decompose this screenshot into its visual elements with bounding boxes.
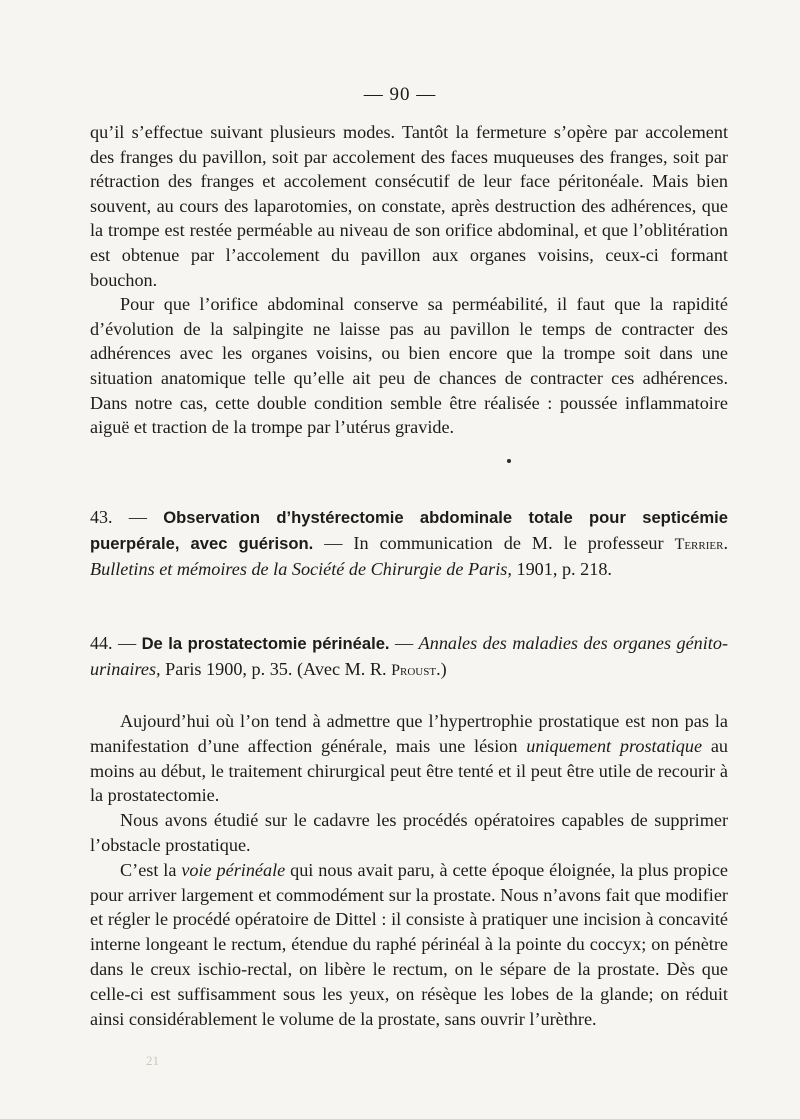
paragraph-cadaver: Nous avons étudié sur le cadavre les procédés opératoires capables de supprimer l’obstacle prostatique. bbox=[90, 810, 728, 855]
emphasis-voie-perineale: voie périnéale bbox=[181, 859, 286, 880]
paragraph-continuation: qu’il s’effectue suivant plusieurs modes. Tantôt la fermeture s’opère par accolement des franges du pavillon, soit par accolement des faces muqueuses des franges, soit par rétraction des franges et accolement consécutif de leur face péritonéale. Mais bien souvent, au cours des laparotomies, on constate, après destruction des adhérences, que la trompe est restée perméable au niveau de son orifice abdominal, et que l’oblitération est obtenue par l’accolement du pavillon aux organes voisins, ceux-ci formant bouchon. bbox=[90, 122, 728, 290]
entry-author: Terrier bbox=[674, 535, 724, 553]
entry-author-period: . bbox=[723, 532, 728, 553]
entry-number: 44. bbox=[90, 633, 113, 653]
bibliography-entry-43 bbox=[90, 505, 728, 582]
entry-close: .) bbox=[436, 658, 447, 679]
entry-citation: 1901, p. 218. bbox=[511, 559, 612, 579]
paragraph-orifice: Pour que l’orifice abdominal conserve sa perméabilité, il faut que la rapidité d’évolution de la salpingite ne laisse pas au pavillon le temps de contracter des adhérences avec les organes voisins, ou bien encore que la trompe soit dans une situation anatomique telle qu’elle ait peu de chances de contracter ces adhérences. Dans notre cas, cette double condition semble être réalisée : poussée inflammatoire aiguë et traction de la trompe par l’utérus gravide. bbox=[90, 294, 728, 438]
entry-citation: Paris 1900, p. 35. (Avec M. R. bbox=[160, 658, 392, 679]
entry-lead: — bbox=[389, 633, 419, 653]
prostatectomy-text-section bbox=[90, 709, 728, 1031]
entry-title: De la prostatectomie périnéale. bbox=[141, 634, 390, 653]
entry-author: Proust bbox=[391, 661, 437, 679]
entry-title: Observation d’hystérectomie abdominale totale pour septicémie puerpérale, avec guérison. bbox=[90, 508, 728, 553]
paragraph-hypertrophy: Aujourd’hui où l’on tend à admettre que l’hypertrophie prostatique est non pas la manifestation d’une affection générale, mais une lésion uniquement prostatique au moins au début, le traitement chirurgical peut être tenté et il peut être utile de recourir à la prostatectomie. bbox=[90, 711, 728, 806]
faint-show-through-mark: 21 bbox=[146, 1053, 159, 1068]
paragraph-perineal-route: C’est la voie périnéale qui nous avait paru, à cette époque éloignée, la plus propice pour arriver largement et commodément sur la prostate. Nous n’avons fait que modifier et régler le procédé opératoire de Dittel : il consiste à pratiquer une incision à concavité interne longeant le rectum, étendue du raphé périnéal à la pointe du coccyx; on pénètre dans le creux ischio-rectal, on libère le rectum, on le sépare de la prostate. Dès que celle-ci est suffisamment sous les yeux, on résèque les lobes de la glande; on réduit ainsi considérablement le volume de la prostate, sans ouvrir l’urèthre. bbox=[90, 859, 728, 1029]
entry-journal: Annales des maladies des organes génito-urinaires, bbox=[90, 633, 728, 679]
ink-dot bbox=[507, 459, 511, 463]
entry-dash: — bbox=[112, 507, 164, 527]
bibliography-entry-44 bbox=[90, 631, 728, 683]
entry-dash: — bbox=[112, 633, 142, 653]
entry-journal: Bulletins et mémoires de la Société de Chirurgie de Paris, bbox=[90, 559, 512, 579]
entry-number: 43. bbox=[90, 507, 113, 527]
emphasis-uniquement: uniquement prostatique bbox=[526, 735, 703, 756]
entry-lead: — In communication de M. le professeur bbox=[313, 532, 675, 553]
continued-text-section bbox=[90, 120, 728, 440]
page-number: — 90 — bbox=[363, 84, 437, 105]
